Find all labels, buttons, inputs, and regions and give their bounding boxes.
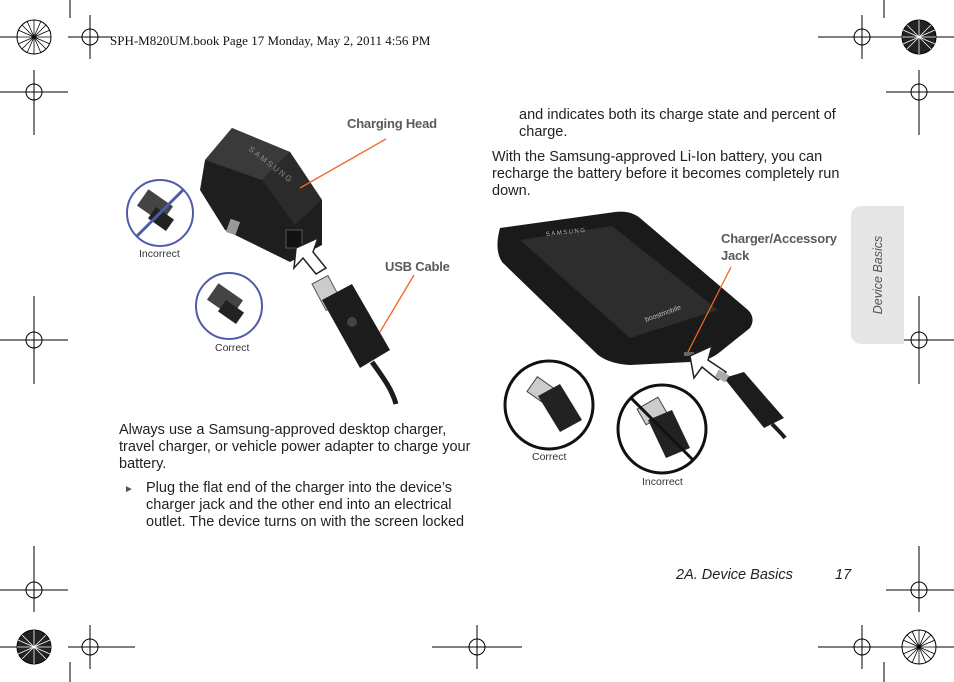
side-tab-label: Device Basics (870, 235, 885, 315)
charger-correct-label: Correct (215, 342, 250, 354)
phone-carrier-text: boostmobile (644, 304, 683, 324)
li-ion-line-3: down. (492, 183, 531, 199)
li-ion-line-1: With the Samsung-approved Li-Ion battery, you can (492, 149, 823, 165)
phone-brand-text: SAMSUNG (545, 227, 587, 238)
section-side-tab (851, 206, 904, 344)
phone-body (497, 212, 752, 365)
plug-instruction-bullet (146, 480, 464, 531)
charge-state-line-2: charge. (519, 124, 568, 140)
book-page-header: SPH-M820UM.book Page 17 Monday, May 2, 2011 4:56 PM (110, 33, 431, 48)
charge-state-continuation (519, 107, 836, 141)
charger-brand-text: SAMSUNG (246, 144, 296, 186)
li-ion-recharge-paragraph (492, 149, 839, 200)
jack-callout-line1: Charger/Accessory (721, 231, 837, 246)
phone-correct-orientation-circle (505, 361, 593, 449)
charger-advice-line-3: battery. (119, 456, 167, 472)
phone-incorrect-orientation-circle (618, 385, 706, 473)
micro-usb-plug (715, 370, 785, 438)
phone-incorrect-label: Incorrect (642, 476, 683, 488)
li-ion-line-2: recharge the battery before it becomes completely run (492, 166, 840, 182)
plug-instruction-line-3: outlet. The device turns on with the screen locked (146, 514, 465, 530)
jack-callout-line2: Jack (721, 248, 750, 263)
plug-instruction-line-1: Plug the flat end of the charger into the device’s (146, 480, 453, 496)
phone-correct-label: Correct (532, 451, 567, 463)
footer-page-number: 17 (835, 567, 852, 583)
plug-instruction-line-2: charger jack and the other end into an electrical (146, 497, 452, 513)
footer-section-title: 2A. Device Basics (676, 567, 793, 583)
charger-advice-line-1: Always use a Samsung-approved desktop charger, (119, 422, 447, 438)
charging-head-callout: Charging Head (347, 116, 437, 131)
charger-incorrect-label: Incorrect (139, 248, 180, 260)
usb-cable-callout: USB Cable (385, 259, 450, 274)
bullet-arrow-icon: ► (124, 484, 134, 495)
charger-advice-paragraph (119, 422, 470, 473)
charger-advice-line-2: travel charger, or vehicle power adapter to charge your (119, 439, 471, 455)
charge-state-line-1: and indicates both its charge state and percent of (519, 107, 836, 123)
